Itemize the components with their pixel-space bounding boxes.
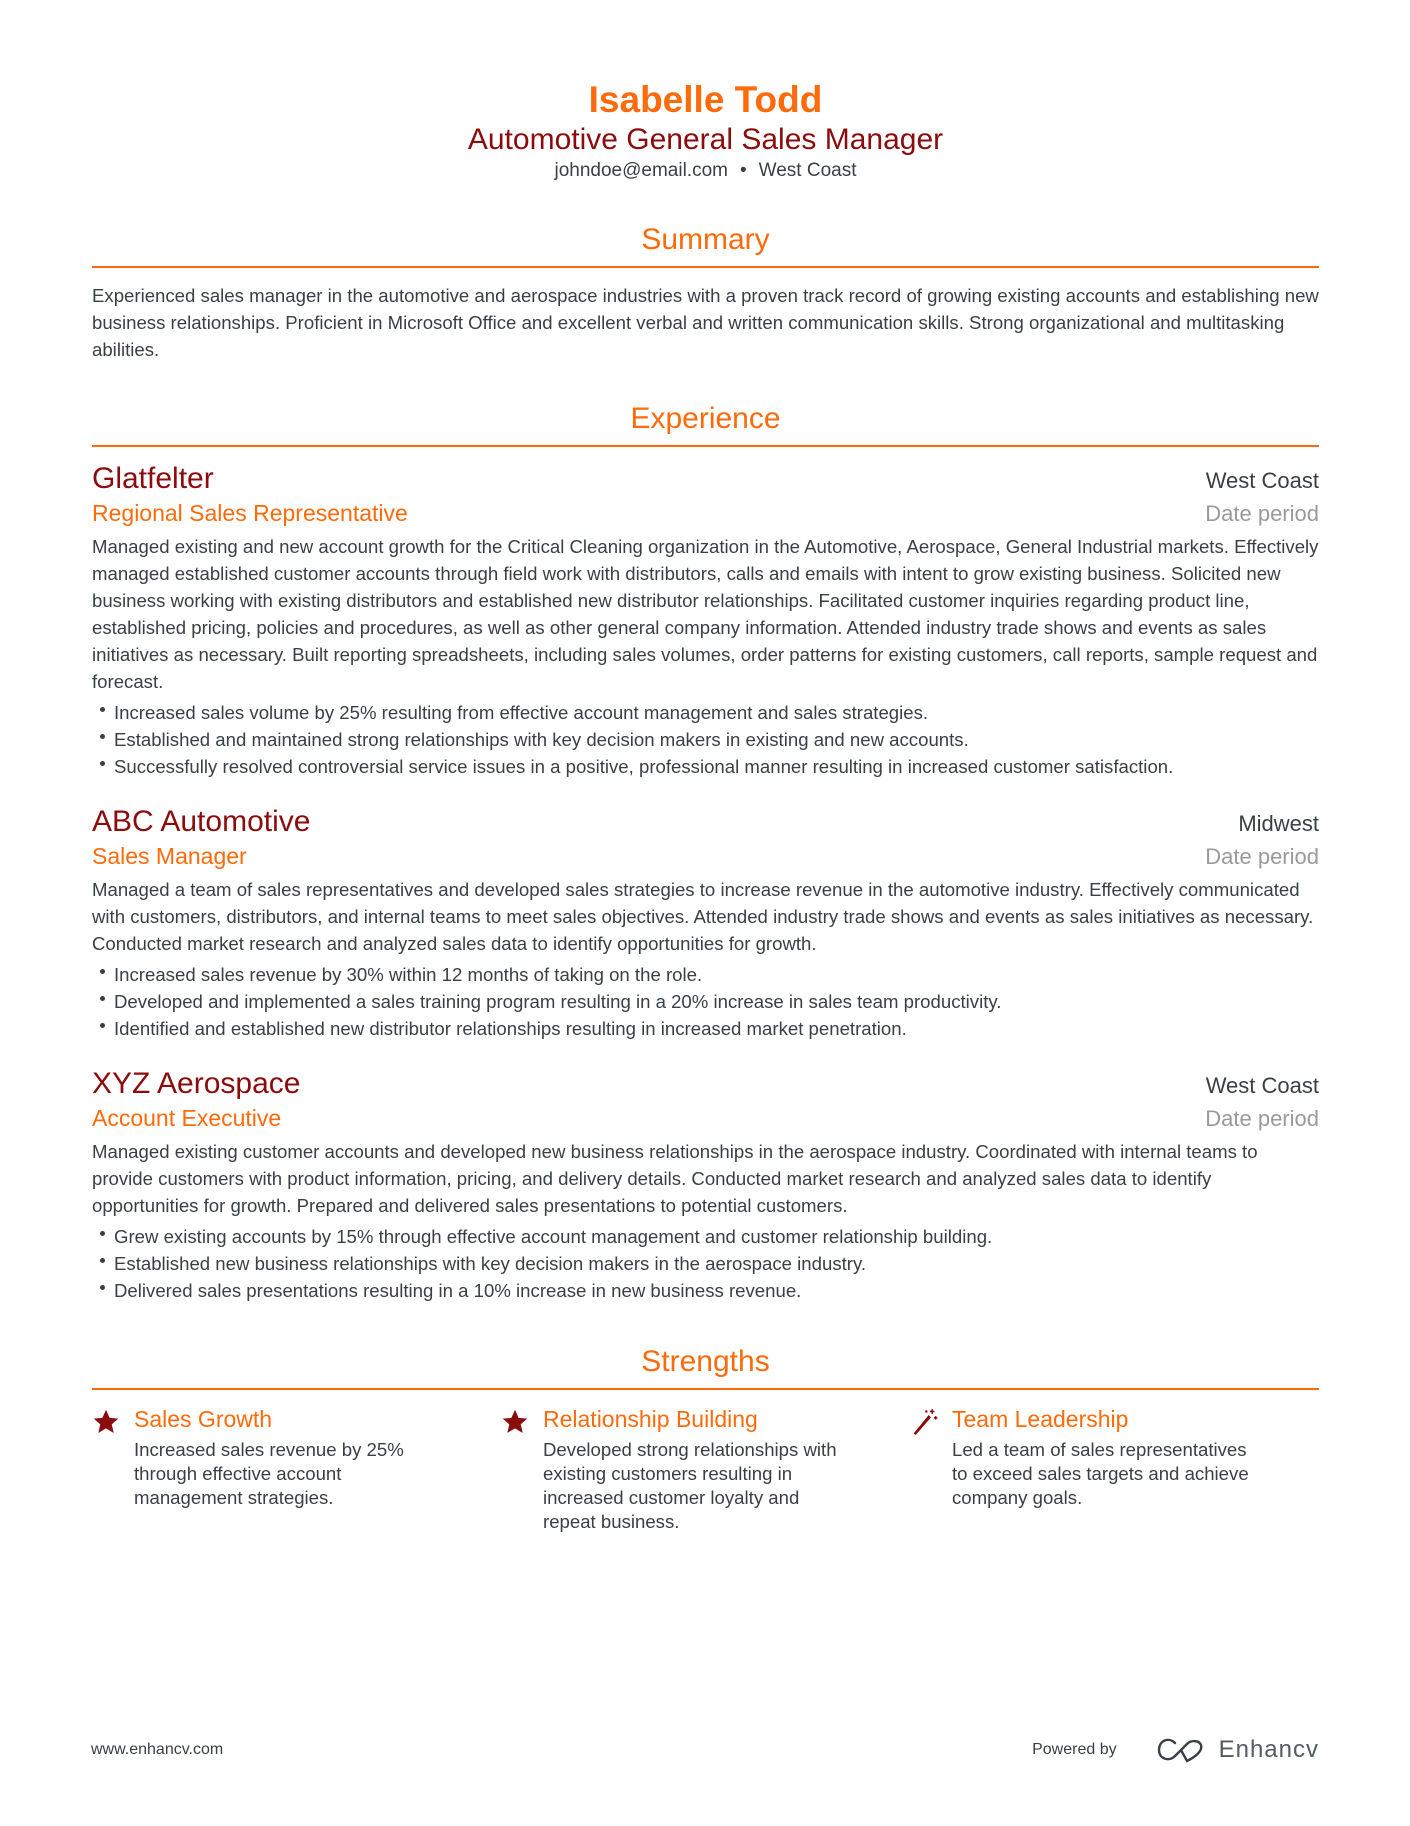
summary-text: Experienced sales manager in the automotive and aerospace industries with a proven track record of growing existing accounts and establishing new business relationships. Proficient in Microsoft Office and excellent verbal and written communication skills. Strong organizational and multitasking abilities. (92, 285, 1319, 360)
strength-title: Relationship Building (543, 1406, 758, 1432)
achievement-item: Delivered sales presentations resulting in a 10% increase in new business revenue. (92, 1277, 1319, 1304)
achievement-list (92, 699, 1319, 780)
strength-item (92, 1404, 501, 1534)
powered-by (1032, 1736, 1319, 1764)
job-description: Managed existing customer accounts and developed new business relationships in the aerospace industry. Coordinated with internal teams to provide customers with product information, pricing, and delivery details. Conducted market research and analyzed sales data to identify opportunities for growth. Prepared and delivered sales presentations to potential customers. (92, 1141, 1258, 1216)
experience-entry (92, 1066, 1319, 1304)
footer (91, 1736, 1319, 1764)
achievement-item: Identified and established new distributor relationships resulting in increased market penetration. (92, 1015, 1319, 1042)
achievement-item: Successfully resolved controversial service issues in a positive, professional manner resulting in increased customer satisfaction. (92, 753, 1319, 780)
company-name: ABC Automotive (92, 805, 311, 838)
date-period: Date period (1205, 844, 1319, 869)
strength-item (501, 1404, 910, 1534)
star-icon (92, 1404, 134, 1534)
job-role: Regional Sales Representative (92, 500, 408, 526)
job-location: West Coast (1205, 1073, 1319, 1098)
brand-name: Enhancv (1218, 1736, 1319, 1763)
achievement-list (92, 1223, 1319, 1304)
resume-page (92, 0, 1319, 1534)
achievement-item: Established and maintained strong relationships with key decision makers in existing and new accounts. (92, 726, 1319, 753)
magic-wand-icon (910, 1404, 952, 1534)
achievement-item: Increased sales volume by 25% resulting from effective account management and sales strategies. (92, 699, 1319, 726)
company-name: Glatfelter (92, 462, 214, 495)
job-description: Managed existing and new account growth for the Critical Cleaning organization in the Automotive, Aerospace, General Industrial markets. Effectively managed established customer accounts through field work with distributors, calls and emails with intent to grow existing business. Solicited new business working with existing distributors and established new distributor relationships. Facilitated customer inquiries regarding product line, established pricing, policies and procedures, as well as other general company information. Attended industry trade shows and events as sales initiatives as necessary. Built reporting spreadsheets, including sales volumes, order patterns for existing customers, call reports, sample request and forecast. (92, 536, 1319, 692)
strength-description: Led a team of sales representatives to exceed sales targets and achieve company goals. (952, 1439, 1249, 1508)
job-role: Account Executive (92, 1105, 282, 1131)
enhancv-logo-icon (1157, 1737, 1205, 1763)
achievement-item: Developed and implemented a sales training program resulting in a 20% increase in sales team productivity. (92, 988, 1319, 1015)
company-name: XYZ Aerospace (92, 1067, 301, 1100)
resume-header (92, 78, 1319, 184)
website-link[interactable]: www.enhancv.com (91, 1741, 224, 1758)
powered-by-label: Powered by (1032, 1741, 1117, 1758)
summary-section (92, 222, 1319, 363)
separator-dot: • (739, 160, 747, 181)
strength-description: Developed strong relationships with existing customers resulting in increased customer loyalty and repeat business. (543, 1439, 837, 1532)
job-location: Midwest (1238, 811, 1319, 836)
achievement-item: Established new business relationships with key decision makers in the aerospace industry. (92, 1250, 1319, 1277)
achievement-item: Increased sales revenue by 30% within 12 months of taking on the role. (92, 961, 1319, 988)
email[interactable]: johndoe@email.com (554, 160, 728, 181)
section-title-summary: Summary (92, 222, 1319, 268)
candidate-name: Isabelle Todd (588, 79, 823, 120)
contact-line (92, 158, 1319, 184)
location: West Coast (758, 160, 857, 181)
strengths-section (92, 1344, 1319, 1534)
date-period: Date period (1205, 1106, 1319, 1131)
experience-entry (92, 804, 1319, 1042)
experience-section (92, 401, 1319, 1304)
job-role: Sales Manager (92, 843, 247, 869)
experience-entry (92, 461, 1319, 780)
date-period: Date period (1205, 501, 1319, 526)
strength-description: Increased sales revenue by 25% through effective account management strategies. (134, 1439, 404, 1508)
section-title-strengths: Strengths (92, 1344, 1319, 1390)
section-title-experience: Experience (92, 401, 1319, 447)
achievement-item: Grew existing accounts by 15% through effective account management and customer relationship building. (92, 1223, 1319, 1250)
candidate-title: Automotive General Sales Manager (467, 123, 944, 156)
achievement-list (92, 961, 1319, 1042)
job-location: West Coast (1205, 468, 1319, 493)
star-icon (501, 1404, 543, 1534)
strength-title: Sales Growth (134, 1406, 273, 1432)
strength-item (910, 1404, 1319, 1534)
strength-title: Team Leadership (952, 1406, 1129, 1432)
job-description: Managed a team of sales representatives and developed sales strategies to increase revenue in the automotive industry. Effectively communicated with customers, distributors, and internal teams to meet sales objectives. Attended industry trade shows and events as sales initiatives as necessary. Conducted market research and analyzed sales data to identify opportunities for growth. (92, 879, 1314, 954)
